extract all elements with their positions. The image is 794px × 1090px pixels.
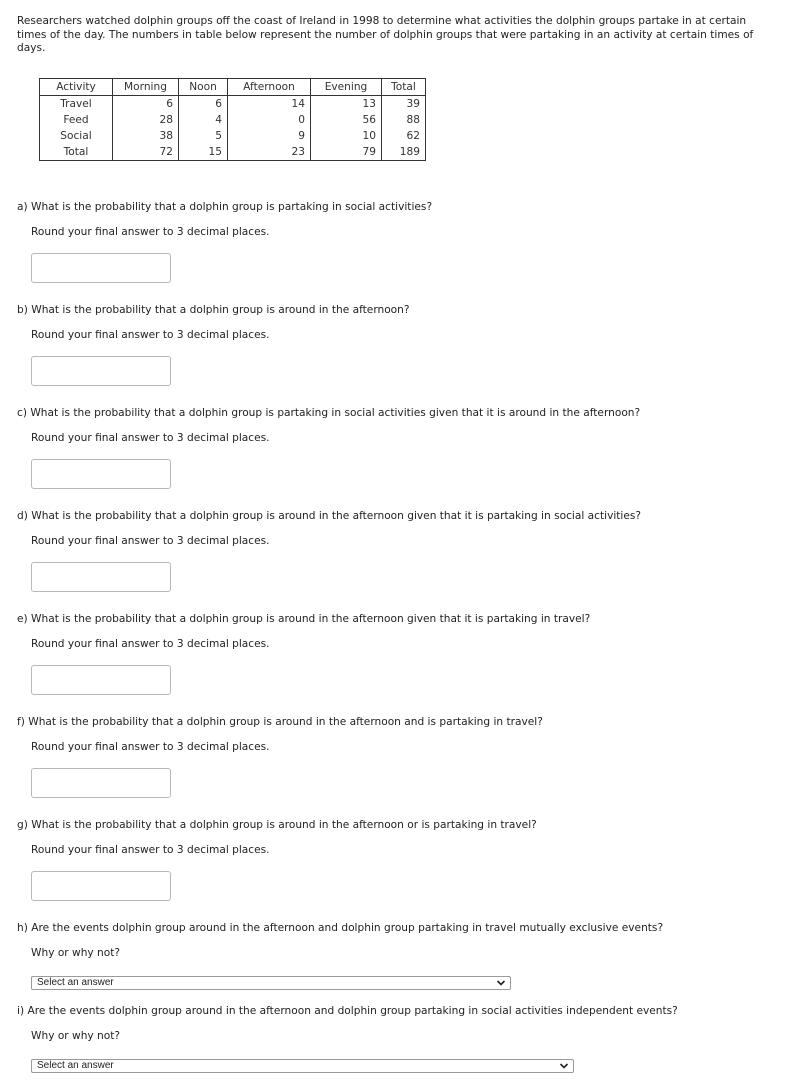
- table-header-cell: Total: [382, 79, 426, 96]
- table-header-cell: Evening: [311, 79, 382, 96]
- chevron-down-icon: [559, 1060, 569, 1072]
- table-cell: Feed: [40, 112, 113, 128]
- question-text: e) What is the probability that a dolphin group is around in the afternoon given that it is partaking in travel?: [17, 613, 591, 625]
- rounding-instruction: Round your final answer to 3 decimal places.: [31, 535, 270, 547]
- question-text: a) What is the probability that a dolphin group is partaking in social activities?: [17, 201, 433, 213]
- rounding-instruction: Round your final answer to 3 decimal places.: [31, 638, 270, 650]
- table-header-cell: Afternoon: [228, 79, 311, 96]
- question-text: i) Are the events dolphin group around in the afternoon and dolphin group partaking in social activities independent events?: [17, 1005, 678, 1017]
- problem-intro: Researchers watched dolphin groups off the coast of Ireland in 1998 to determine what activities the dolphin groups partake in at certain times of the day. The numbers in table below represent the number of dolphin groups that were partaking in an activity at certain times of days.: [17, 15, 754, 54]
- question-text: f) What is the probability that a dolphin group is around in the afternoon and is partaking in travel?: [17, 716, 543, 728]
- table-header-cell: Activity: [40, 79, 113, 96]
- rounding-instruction: Round your final answer to 3 decimal places.: [31, 329, 270, 341]
- table-cell: Travel: [40, 96, 113, 113]
- table-cell: 39: [382, 96, 426, 113]
- table-cell: 6: [179, 96, 228, 113]
- table-header-row: [40, 79, 426, 96]
- table-row: [40, 144, 426, 161]
- table-cell: 10: [311, 128, 382, 144]
- answer-input-e[interactable]: [31, 665, 171, 695]
- rounding-instruction: Round your final answer to 3 decimal places.: [31, 844, 270, 856]
- answer-input-d[interactable]: [31, 562, 171, 592]
- table-cell: 9: [228, 128, 311, 144]
- chevron-down-icon: [496, 977, 506, 989]
- answer-input-a[interactable]: [31, 253, 171, 283]
- question-text: d) What is the probability that a dolphin group is around in the afternoon given that it is partaking in social activities?: [17, 510, 642, 522]
- table-cell: 79: [311, 144, 382, 161]
- dolphin-activity-table: [39, 78, 426, 161]
- table-cell: 13: [311, 96, 382, 113]
- table-cell: 56: [311, 112, 382, 128]
- table-cell: 6: [113, 96, 179, 113]
- table-cell: Social: [40, 128, 113, 144]
- rounding-instruction: Round your final answer to 3 decimal places.: [31, 226, 270, 238]
- table-cell: 0: [228, 112, 311, 128]
- table-cell: 38: [113, 128, 179, 144]
- question-text: b) What is the probability that a dolphin group is around in the afternoon?: [17, 304, 410, 316]
- question-text: g) What is the probability that a dolphin group is around in the afternoon or is partaking in travel?: [17, 819, 537, 831]
- table-cell: 189: [382, 144, 426, 161]
- table-cell: 23: [228, 144, 311, 161]
- table-cell: Total: [40, 144, 113, 161]
- why-prompt: Why or why not?: [31, 947, 121, 959]
- table-row: [40, 112, 426, 128]
- answer-input-b[interactable]: [31, 356, 171, 386]
- select-value: Select an answer: [37, 1060, 114, 1071]
- table-cell: 15: [179, 144, 228, 161]
- table-cell: 4: [179, 112, 228, 128]
- why-prompt: Why or why not?: [31, 1030, 121, 1042]
- table-header-cell: Noon: [179, 79, 228, 96]
- answer-input-c[interactable]: [31, 459, 171, 489]
- table-header-cell: Morning: [113, 79, 179, 96]
- table-cell: 62: [382, 128, 426, 144]
- select-value: Select an answer: [37, 977, 114, 988]
- question-text: h) Are the events dolphin group around in the afternoon and dolphin group partaking in travel mutually exclusive events?: [17, 922, 664, 934]
- table-cell: 72: [113, 144, 179, 161]
- rounding-instruction: Round your final answer to 3 decimal places.: [31, 432, 270, 444]
- table-cell: 88: [382, 112, 426, 128]
- rounding-instruction: Round your final answer to 3 decimal places.: [31, 741, 270, 753]
- answer-select-h[interactable]: [31, 976, 511, 990]
- table-cell: 5: [179, 128, 228, 144]
- answer-input-f[interactable]: [31, 768, 171, 798]
- question-text: c) What is the probability that a dolphin group is partaking in social activities given that it is around in the afternoon?: [17, 407, 641, 419]
- table-row: [40, 96, 426, 113]
- answer-input-g[interactable]: [31, 871, 171, 901]
- table-cell: 14: [228, 96, 311, 113]
- answer-select-i[interactable]: [31, 1059, 574, 1073]
- table-row: [40, 128, 426, 144]
- table-cell: 28: [113, 112, 179, 128]
